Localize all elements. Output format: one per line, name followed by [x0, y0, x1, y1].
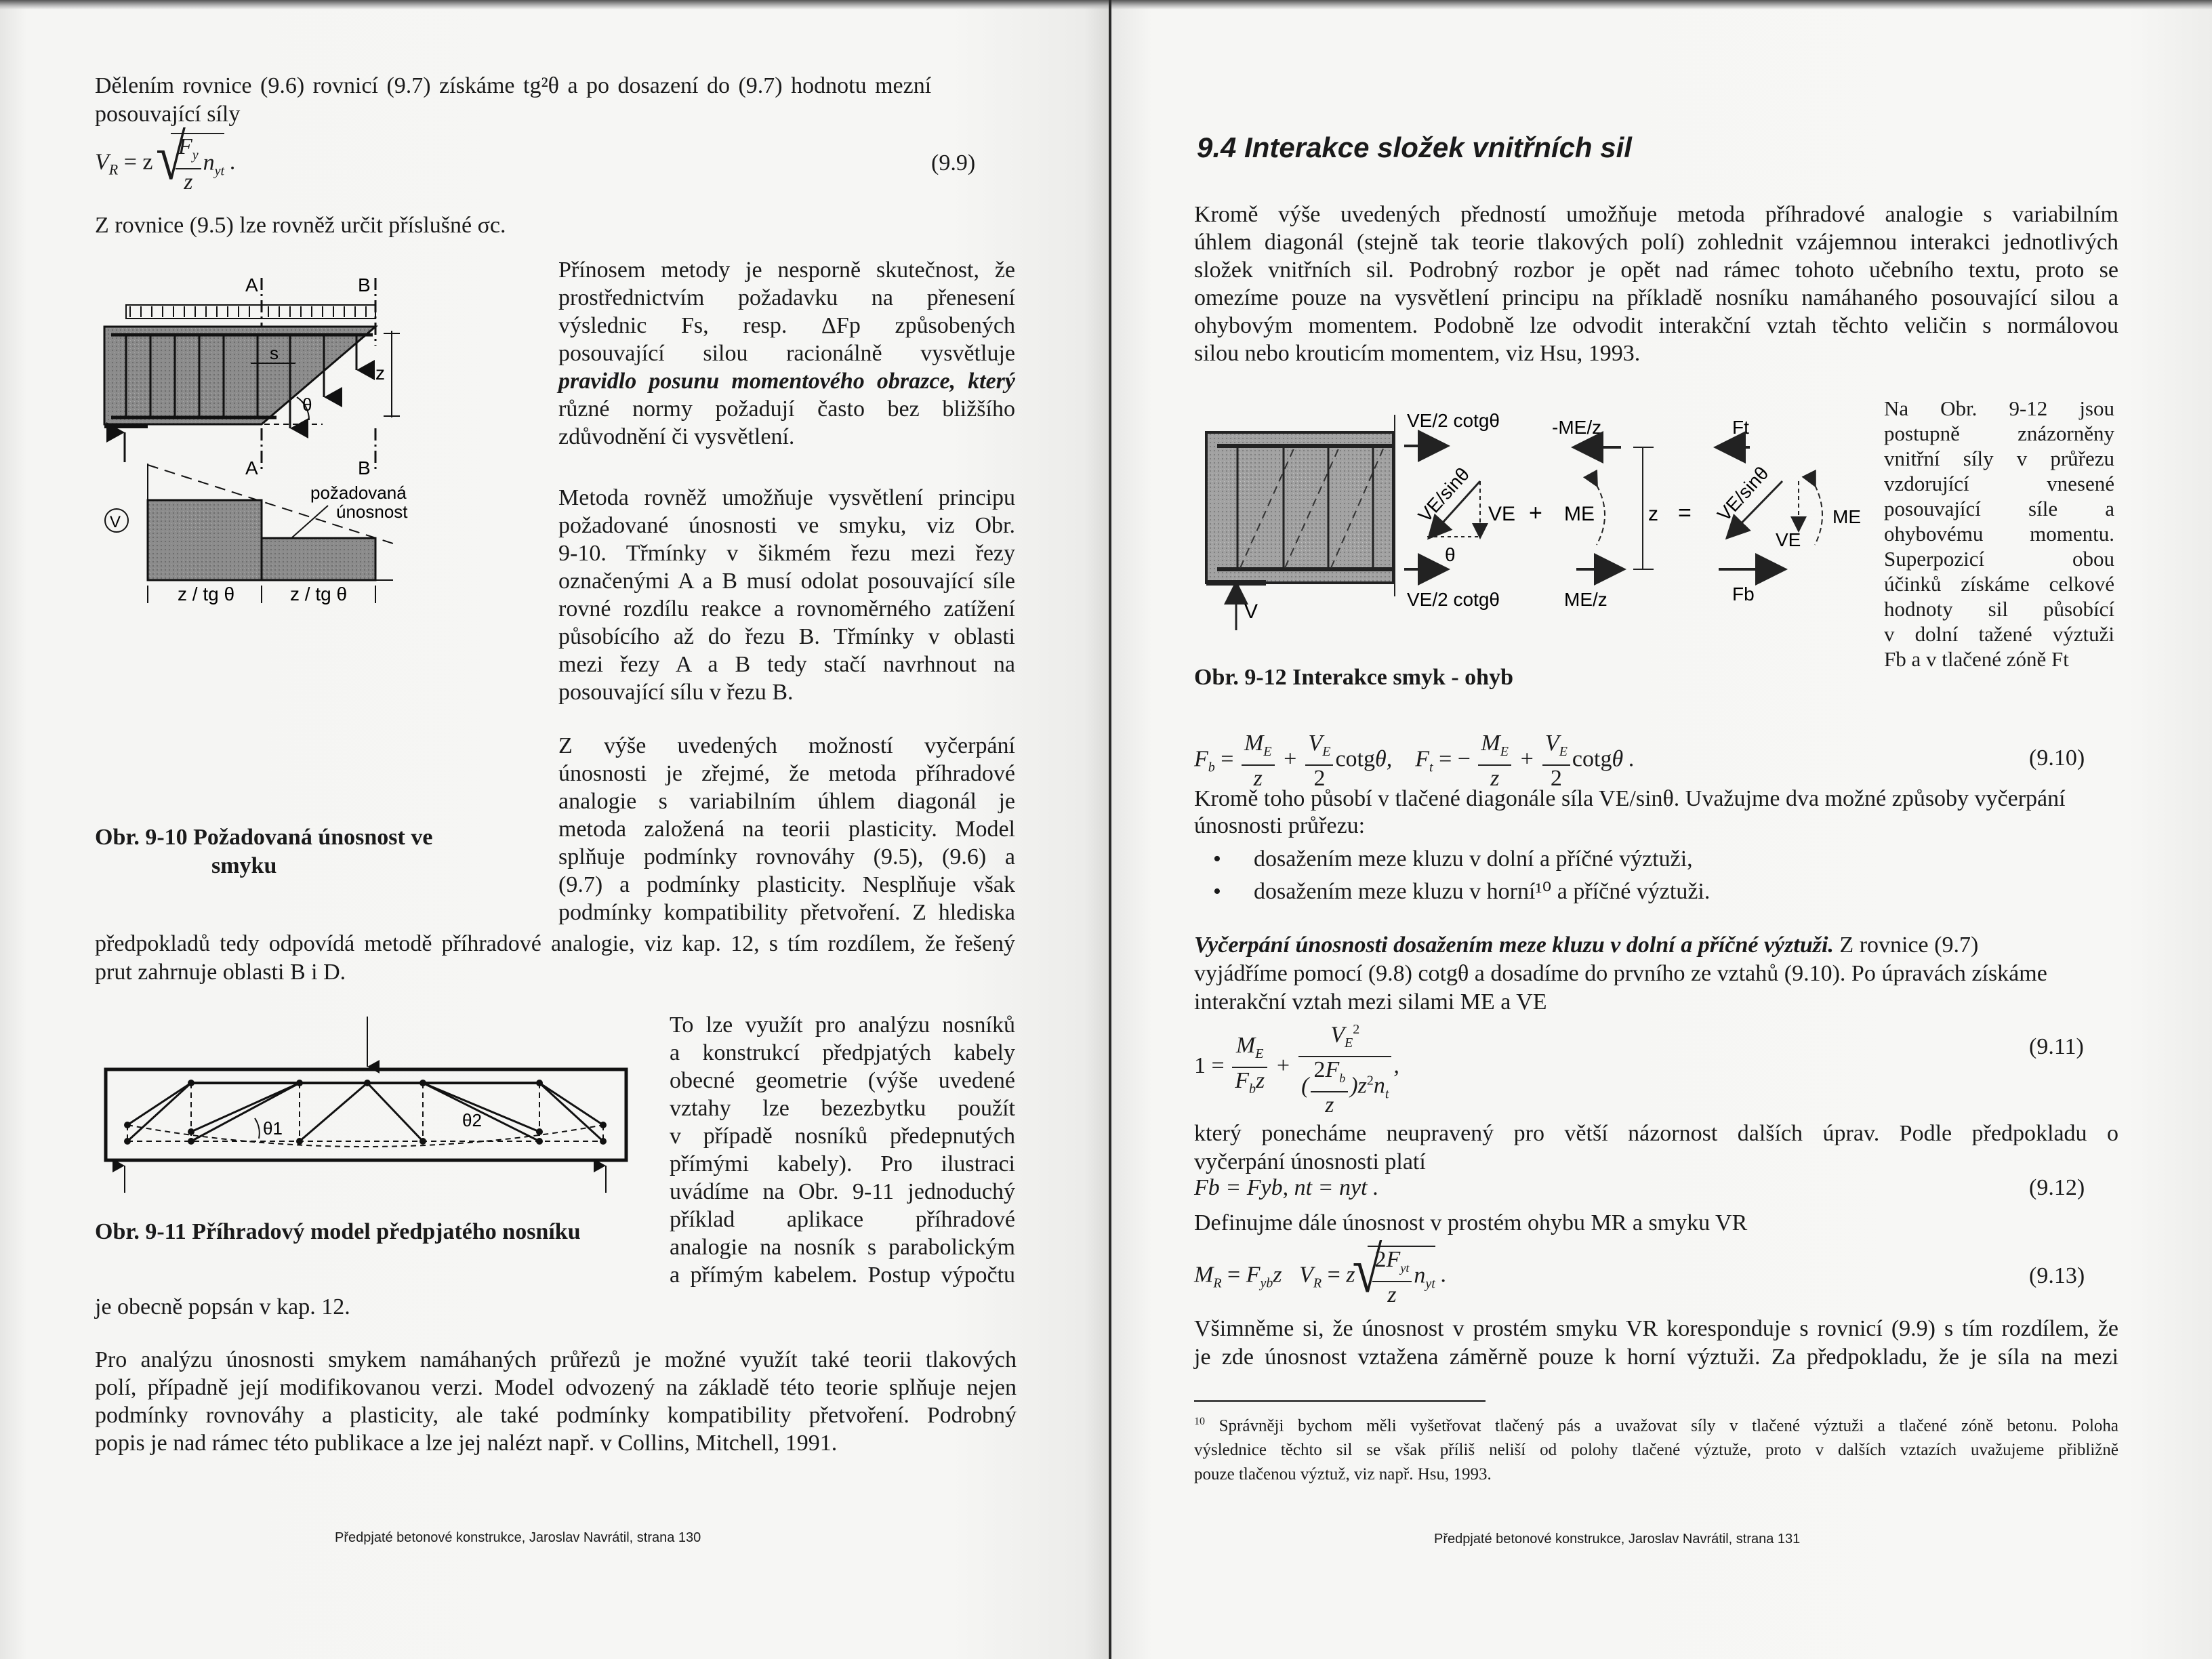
paragraph-krome: Kromě výše uvedených předností umožňuje metoda příhradové analogie s variabilním úhlem diagonál (stejně tak teorie tlakových polí) zohlednit vzájemnou interakci jednotlivých složek vnitřních sil. Podrobný rozbor je opět nad rámec tohoto učebního textu, proto se omezíme pouze na vysvětlení principu na příkladě nosníku namáhaného posouvající silou a ohybovým momentem. Podobně lze odvodit interakční vztah těchto veličin s normálovou silou nebo krouticím momentem, viz Hsu, 1993. — [1194, 202, 2118, 366]
paragraph-vycerpani-3: interakční vztah mezi silami ME a VE — [1194, 989, 1547, 1015]
figure-9-11-diagram — [102, 1012, 637, 1195]
paragraph-to-lze: To lze využít pro analýzu nosníků a konstrukcí předpjatých kabely obecné geometrie (výše uvedené vztahy lze bezezbytku použít v případě nosníků předepnutých přímými kabely). Pro ilustraci uvádíme na Obr. 9-11 jednoduchý příklad aplikace příhradové analogie na nosník s parabolickým a přímým kabelem. Postup výpočtu — [670, 1012, 1015, 1288]
svg-text:=: = — [1678, 500, 1692, 526]
paragraph-na-obr: Na Obr. 9-12 jsou postupně znázorněny vnitřní síly v průřezu vzdorující vnesené posouvající síle a ohybovému momentu. Superpozicí obou účinků získáme celkové hodnoty sil působící v dolní tažené výztuži Fb a v tlačené zóně Ft — [1884, 396, 2114, 671]
paragraph-prinosem: Přínosem metody je nesporně skutečnost, že prostřednictvím požadavku na přenesení výslednic Fs, resp. ΔFp způsobených posouvající silou racionálně vysvětluje pravidlo posunu momentového obrazce, který různé normy požadují často bez bližšího zdůvodnění či vysvětlení. — [558, 258, 1015, 449]
paragraph-z-vyse-cont-1: předpokladů tedy odpovídá metodě příhradové analogie, viz kap. 12, s tím rozdílem, že řešený — [95, 931, 1015, 956]
left-page-footer: Předpjaté betonové konstrukce, Jaroslav Navrátil, strana 130 — [335, 1530, 701, 1545]
svg-text:+: + — [1529, 500, 1542, 526]
bullet-item: • dosažením meze kluzu v dolní a příčné výztuži, — [1194, 843, 1710, 876]
equation-9-13: $M_R = F_{yb}z$ $V_R = z$ √ $\frac{2F_{yt}}{z}$ $n_{yt}$ . — [1194, 1246, 1447, 1308]
svg-text:V: V — [1244, 600, 1258, 623]
svg-text:VE: VE — [1776, 529, 1801, 550]
paragraph-vycerpani-2: vyjádříme pomocí (9.8) cotgθ a dosadíme do prvního ze vztahů (9.10). Po úpravách získáme — [1194, 961, 2047, 986]
svg-text:požadovaná: požadovaná — [310, 483, 407, 503]
paragraph-ktery-2: vyčerpání únosnosti platí — [1194, 1149, 1426, 1174]
equation-number-9-12: (9.12) — [2029, 1175, 2085, 1200]
paragraph-ktery-1: který ponecháme neupravený pro větší názornost dalších úprav. Podle předpokladu o — [1194, 1121, 2118, 1146]
right-page-footer: Předpjaté betonové konstrukce, Jaroslav Navrátil, strana 131 — [1434, 1532, 1801, 1547]
svg-text:z / tg θ: z / tg θ — [290, 583, 348, 605]
equation-number-9-11: (9.11) — [2029, 1034, 2084, 1059]
paragraph-vycerpani-1: Vyčerpání únosnosti dosažením meze kluzu v dolní a příčné výztuži. Z rovnice (9.7) — [1194, 933, 1979, 958]
section-heading: 9.4 Interakce složek vnitřních sil — [1197, 131, 1632, 163]
svg-text:VE: VE — [1488, 503, 1516, 525]
svg-text:ME: ME — [1832, 506, 1861, 527]
equation-number-9-13: (9.13) — [2029, 1263, 2085, 1288]
equation-9-9: $V_R = z$ √ $\frac{F_y}{z}$ $n_{yt}$ . — [95, 133, 236, 195]
svg-text:θ: θ — [1445, 544, 1456, 565]
figure-9-10-caption-line1: Obr. 9-10 Požadovaná únosnost ve — [95, 825, 433, 850]
intro-line-2: posouvající síly — [95, 102, 241, 127]
paragraph-z-vyse: Z výše uvedených možností vyčerpání únosnosti je zřejmé, že metoda příhradové analogie s variabilním úhlem diagonál je metoda založená na teorii plasticity. Model splňuje podmínky rovnováhy (9.5), (9.6) a (9.7) a podmínky plasticity. Nesplňuje však podmínky kompatibility přetvoření. Z hlediska — [558, 733, 1015, 925]
figure-9-11-caption: Obr. 9-11 Příhradový model předpjatého nosníku — [95, 1219, 581, 1244]
svg-text:Fb: Fb — [1732, 583, 1755, 605]
svg-text:VE/sinθ: VE/sinθ — [1713, 462, 1773, 525]
paragraph-vsimneme-1: Všimněme si, že únosnost v prostém smyku VR koresponduje s rovnicí (9.9) s tím rozdílem, že — [1194, 1316, 2118, 1341]
equation-number-9-9: (9.9) — [931, 150, 976, 176]
equation-number-9-10: (9.10) — [2029, 745, 2085, 771]
paragraph-vsimneme-2: je zde únosnost vztažena záměrně pouze k horní výztuži. Za předpokladu, že je síla na mezi — [1194, 1345, 2118, 1370]
svg-text:z: z — [375, 363, 385, 384]
intro-line-1: Dělením rovnice (9.6) rovnicí (9.7) získáme tg²θ a po dosazení do (9.7) hodnotu mezní — [95, 73, 932, 98]
svg-text:A: A — [245, 457, 258, 478]
svg-text:θ1: θ1 — [263, 1118, 283, 1139]
book-spine — [1109, 0, 1111, 1659]
equation-9-12: Fb = Fyb, nt = nyt . — [1194, 1175, 1379, 1200]
svg-text:s: s — [270, 343, 279, 363]
svg-text:Ft: Ft — [1732, 417, 1749, 438]
svg-text:z: z — [1648, 503, 1658, 525]
figure-9-12-caption: Obr. 9-12 Interakce smyk - ohyb — [1194, 665, 1513, 690]
footnote-separator — [1194, 1400, 1486, 1402]
svg-text:VE/sinθ: VE/sinθ — [1414, 463, 1474, 527]
svg-text:V: V — [110, 513, 121, 531]
paragraph-definujme: Definujme dále únosnost v prostém ohybu MR a smyku VR — [1194, 1210, 1748, 1235]
svg-text:VE/2 cotgθ: VE/2 cotgθ — [1407, 589, 1500, 610]
figure-9-10-caption-line2: smyku — [211, 853, 277, 878]
svg-text:z / tg θ: z / tg θ — [178, 583, 235, 605]
svg-text:VE/2 cotgθ: VE/2 cotgθ — [1407, 410, 1500, 431]
bullet-list — [1194, 843, 1710, 908]
sigma-line: Z rovnice (9.5) lze rovněž určit příslušné σc. — [95, 213, 506, 238]
svg-text:ME: ME — [1564, 503, 1595, 525]
svg-text:B: B — [358, 274, 371, 295]
equation-9-11: 1 = $\frac{M_E}{F_bz}$ + $V_E^2$ ( $\frac{2F_b}{z}$ )$z^2n_t$ , — [1194, 1017, 1399, 1118]
book-top-edge — [0, 0, 2212, 9]
paragraph-to-lze-end: je obecně popsán v kap. 12. — [95, 1294, 350, 1319]
svg-text:únosnost: únosnost — [336, 501, 408, 522]
svg-text:ME/z: ME/z — [1564, 589, 1607, 610]
footnote: $^{10}$ Správněji bychom měli vyšetřovat tlačený pás a uvažovat síly v tlačené výztuži a tlačené zóně betonu. Poloha výslednice těchto sil se však příliš neliší od polohy tlačené výztuže, proto v dalších vztazích uvažujeme přibližně pouze tlačenou výztuž, viz např. Hsu, 1993. — [1194, 1416, 2119, 1484]
paragraph-z-vyse-cont-2: prut zahrnuje oblasti B i D. — [95, 960, 346, 985]
svg-text:θ2: θ2 — [462, 1110, 482, 1130]
svg-text:B: B — [358, 457, 371, 478]
figure-9-12-drawing — [1193, 380, 1870, 664]
figure-9-10-diagram — [95, 251, 556, 766]
svg-text:A: A — [245, 274, 258, 295]
svg-text:θ: θ — [302, 394, 312, 415]
paragraph-krome-toho-2: únosnosti průřezu: — [1194, 813, 1366, 838]
paragraph-metoda: Metoda rovněž umožňuje vysvětlení principu požadované únosnosti ve smyku, viz Obr. 9-10. Třmínky v šikmém řezu mezi řezy označenými A a B musí odolat posouvající síle rovné rozdílu reakce a rovnoměrného zatížení působícího až do řezu B. Třmínky v oblasti mezi řezy A a B tedy stačí navrhnout na posouvající sílu v řezu B. — [558, 485, 1015, 705]
svg-text:-ME/z: -ME/z — [1552, 417, 1602, 438]
equation-9-10: $F_b$ = $\frac{M_E}{z}$ + $\frac{V_E}{2}$ cotgθ, $F_t$ = − $\frac{M_E}{z}$ + $\frac{V_E}{2}$ cotgθ . — [1194, 731, 1635, 791]
paragraph-pro-analyzu: Pro analýzu únosnosti smykem namáhaných průřezů je možné využít také teorii tlakových polí, případně její modifikovanou verzi. Model odvozený na základě této teorie splňuje nejen podmínky rovnováhy a plasticity, ale také podmínky kompatibility přetvoření. Podrobný popis je nad rámec této publikace a lze jej nalézt např. v Collins, Mitchell, 1991. — [95, 1347, 1017, 1456]
paragraph-krome-toho-1: Kromě toho působí v tlačené diagonále síla VE/sinθ. Uvažujme dva možné způsoby vyčerpání — [1194, 786, 2066, 811]
bullet-item: • dosažením meze kluzu v horní¹⁰ a příčné výztuži. — [1194, 876, 1710, 908]
